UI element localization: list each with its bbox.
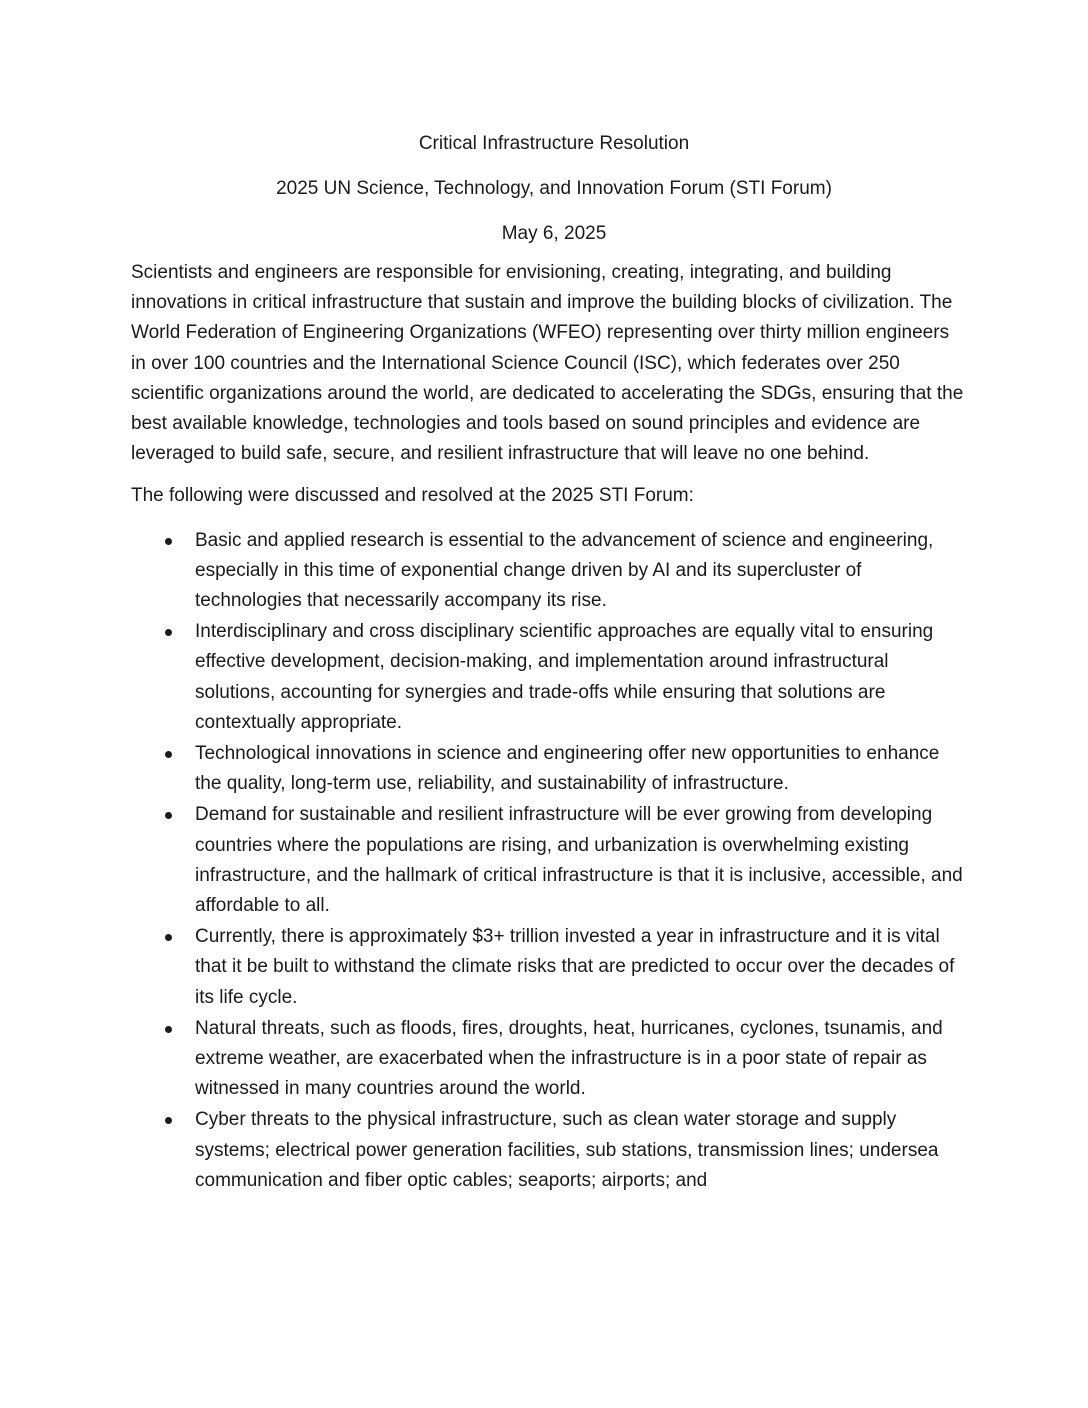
resolution-list <box>131 526 967 1196</box>
list-item <box>131 922 967 1013</box>
document-body <box>131 130 967 1197</box>
document-title: Critical Infrastructure Resolution <box>418 133 690 154</box>
list-item-text: Natural threats, such as floods, fires, droughts, heat, hurricanes, cyclones, tsunamis, and extreme weather, are exacerbated when the infrastructure is in a poor state of repair as witnessed in many countries around the world. <box>195 1017 943 1100</box>
list-item <box>131 800 967 921</box>
bullet-icon <box>165 538 172 545</box>
list-item-text: Technological innovations in science and engineering offer new opportunities to enhance the quality, long-term use, reliability, and sustainability of infrastructure. <box>195 743 940 795</box>
list-intro: The following were discussed and resolved at the 2025 STI Forum: <box>131 485 694 507</box>
bullet-icon <box>165 1026 172 1033</box>
bullet-icon <box>165 629 172 636</box>
list-item <box>131 526 967 617</box>
document-date: May 6, 2025 <box>501 223 607 244</box>
bullet-icon <box>165 751 172 758</box>
list-item <box>131 739 967 799</box>
list-item <box>131 1105 967 1196</box>
bullet-icon <box>165 934 172 941</box>
bullet-icon <box>165 1117 172 1124</box>
list-item-text: Basic and applied research is essential to the advancement of science and engineering, especially in this time of exponential change driven by AI and its supercluster of technologies that necessarily accompany its rise. <box>195 529 934 612</box>
document-subtitle: 2025 UN Science, Technology, and Innovation Forum (STI Forum) <box>276 178 832 199</box>
list-item <box>131 617 967 738</box>
list-item-text: Demand for sustainable and resilient infrastructure will be ever growing from developing countries where the populations are rising, and urbanization is overwhelming existing infrastructure, and the hallmark of critical infrastructure is that it is inclusive, accessible, and affordable to all. <box>195 804 963 917</box>
list-item <box>131 1014 967 1105</box>
list-item-text: Cyber threats to the physical infrastructure, such as clean water storage and supply systems; electrical power generation facilities, sub stations, transmission lines; undersea communication and fiber optic cables; seaports; airports; and <box>195 1109 939 1191</box>
list-item-text: Interdisciplinary and cross disciplinary scientific approaches are equally vital to ensuring effective development, decision-making, and implementation around infrastructural solutions, accounting for synergies and trade-offs while ensuring that solutions are contextually appropriate. <box>195 621 934 733</box>
intro-paragraph: Scientists and engineers are responsible for envisioning, creating, integrating, and building innovations in critical infrastructure that sustain and improve the building blocks of civilization. The World Federation of Engineering Organizations (WFEO) representing over thirty million engineers in over 100 countries and the International Science Council (ISC), which federates over 250 scientific organizations around the world, are dedicated to accelerating the SDGs, ensuring that the best available knowledge, technologies and tools based on sound principles and evidence are leveraged to build safe, secure, and resilient infrastructure that will leave no one behind. <box>131 262 964 465</box>
list-item-text: Currently, there is approximately $3+ trillion invested a year in infrastructure and it is vital that it be built to withstand the climate risks that are predicted to occur over the decades of its life cycle. <box>195 926 955 1008</box>
bullet-icon <box>165 812 172 819</box>
